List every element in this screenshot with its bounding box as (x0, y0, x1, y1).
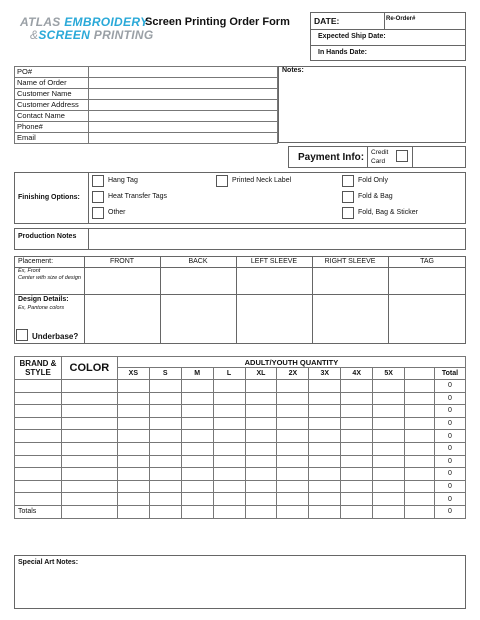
quantity-cell[interactable] (373, 392, 405, 405)
quantity-cell[interactable] (149, 405, 181, 418)
table-row (15, 417, 466, 430)
fold-only-checkbox[interactable] (342, 175, 354, 187)
info-field-value[interactable] (89, 89, 278, 100)
credit-card-checkbox[interactable] (396, 150, 408, 162)
row-total: 0 (434, 380, 465, 393)
quantity-cell[interactable] (15, 380, 62, 393)
info-field-value[interactable] (89, 133, 278, 144)
quantity-cell[interactable] (181, 380, 213, 393)
quantity-cell[interactable] (245, 493, 277, 506)
quantity-cell[interactable] (341, 442, 373, 455)
logo-embroidery: EMBROIDERY (64, 15, 149, 29)
quantity-cell[interactable] (181, 468, 213, 481)
quantity-cell[interactable] (117, 380, 149, 393)
quantity-cell[interactable] (149, 493, 181, 506)
quantity-cell[interactable] (373, 380, 405, 393)
quantity-cell[interactable] (15, 417, 62, 430)
quantity-cell[interactable] (181, 442, 213, 455)
quantity-cell[interactable] (373, 493, 405, 506)
quantity-cell[interactable] (61, 480, 117, 493)
quantity-cell[interactable] (149, 480, 181, 493)
quantity-cell[interactable] (341, 405, 373, 418)
quantity-cell[interactable] (15, 405, 62, 418)
quantity-cell[interactable] (405, 430, 435, 443)
logo-ampersand: & (30, 28, 39, 42)
hang-tag-label: Hang Tag (108, 177, 138, 184)
info-field-label: Customer Name (15, 89, 89, 100)
quantity-cell[interactable] (61, 392, 117, 405)
quantity-cell[interactable] (117, 417, 149, 430)
info-field-value[interactable] (89, 111, 278, 122)
size-header: 5X (373, 368, 405, 380)
quantity-cell[interactable] (405, 380, 435, 393)
quantity-cell[interactable] (117, 430, 149, 443)
design-details-hint: Ex, Pantone colors (18, 305, 65, 311)
col-front: FRONT (109, 258, 135, 265)
quantity-cell[interactable] (309, 392, 341, 405)
row-total: 0 (434, 405, 465, 418)
special-art-notes-box[interactable] (14, 555, 466, 609)
quantity-cell[interactable] (213, 417, 245, 430)
quantity-cell[interactable] (149, 430, 181, 443)
quantity-cell[interactable] (181, 417, 213, 430)
quantity-cell[interactable] (61, 380, 117, 393)
quantity-cell[interactable] (277, 380, 309, 393)
size-header: XL (245, 368, 277, 380)
totals-cell[interactable] (277, 505, 309, 518)
quantity-cell[interactable] (341, 455, 373, 468)
table-row (15, 392, 466, 405)
table-row (15, 380, 466, 393)
production-notes-field[interactable] (89, 229, 465, 249)
quantity-cell[interactable] (61, 417, 117, 430)
col-left-sleeve: LEFT SLEEVE (250, 258, 298, 265)
quantity-cell[interactable] (15, 455, 62, 468)
fold-bag-checkbox[interactable] (342, 191, 354, 203)
quantity-cell[interactable] (373, 442, 405, 455)
row-total: 0 (434, 417, 465, 430)
date-label: DATE: (314, 16, 340, 26)
quantity-cell[interactable] (213, 468, 245, 481)
reorder-label: Re-Order# (386, 16, 416, 22)
neck-label-label: Printed Neck Label (232, 177, 292, 184)
col-back: BACK (188, 258, 208, 265)
quantity-cell[interactable] (245, 455, 277, 468)
quantity-cell[interactable] (149, 455, 181, 468)
quantity-cell[interactable] (277, 442, 309, 455)
totals-cell[interactable] (245, 505, 277, 518)
quantity-cell[interactable] (277, 480, 309, 493)
quantity-cell[interactable] (341, 380, 373, 393)
quantity-cell[interactable] (213, 480, 245, 493)
info-row (15, 133, 278, 144)
quantity-cell[interactable] (309, 468, 341, 481)
row-total: 0 (434, 455, 465, 468)
quantity-cell[interactable] (61, 455, 117, 468)
fold-bag-sticker-label: Fold, Bag & Sticker (358, 209, 418, 216)
quantity-cell[interactable] (213, 405, 245, 418)
totals-cell[interactable] (149, 505, 181, 518)
quantity-cell[interactable] (309, 430, 341, 443)
quantity-cell[interactable] (277, 468, 309, 481)
quantity-cell[interactable] (245, 480, 277, 493)
quantity-cell[interactable] (373, 417, 405, 430)
placement-hint: Ex, Front Center with size of design (18, 268, 81, 281)
quantity-cell[interactable] (277, 405, 309, 418)
quantity-cell[interactable] (117, 468, 149, 481)
info-row (15, 122, 278, 133)
quantity-cell[interactable] (213, 455, 245, 468)
underbase-label: Underbase? (32, 332, 79, 341)
size-header: 3X (309, 368, 341, 380)
quantity-cell[interactable] (245, 405, 277, 418)
info-field-label: Name of Order (15, 78, 89, 89)
quantity-cell[interactable] (117, 392, 149, 405)
size-header: M (181, 368, 213, 380)
form-title: Screen Printing Order Form (145, 16, 290, 28)
quantity-cell[interactable] (213, 430, 245, 443)
quantity-cell[interactable] (149, 392, 181, 405)
quantity-cell[interactable] (245, 430, 277, 443)
info-row (15, 100, 278, 111)
quantity-cell[interactable] (149, 417, 181, 430)
totals-cell[interactable] (181, 505, 213, 518)
quantity-cell[interactable] (213, 493, 245, 506)
info-row (15, 78, 278, 89)
totals-row (15, 505, 466, 518)
info-field-label: Phone# (15, 122, 89, 133)
neck-label-checkbox[interactable] (216, 175, 228, 187)
info-field-value[interactable] (89, 78, 278, 89)
quantity-cell[interactable] (341, 392, 373, 405)
info-field-value[interactable] (89, 67, 278, 78)
heat-transfer-label: Heat Transfer Tags (108, 193, 168, 200)
info-row (15, 89, 278, 100)
design-details-label: Design Details: (18, 296, 69, 303)
quantity-cell[interactable] (245, 442, 277, 455)
quantity-cell[interactable] (341, 493, 373, 506)
info-field-label: PO# (15, 67, 89, 78)
quantity-cell[interactable] (373, 430, 405, 443)
quantity-cell[interactable] (117, 493, 149, 506)
quantity-cell[interactable] (117, 405, 149, 418)
quantity-cell[interactable] (181, 405, 213, 418)
other-label: Other (108, 209, 126, 216)
info-field-label: Email (15, 133, 89, 144)
quantity-cell[interactable] (277, 493, 309, 506)
table-row (15, 480, 466, 493)
quantity-header-row (15, 357, 466, 368)
notes-label: Notes: (282, 67, 304, 74)
underbase-checkbox[interactable] (16, 329, 28, 341)
col-right-sleeve: RIGHT SLEEVE (324, 258, 376, 265)
totals-cell[interactable] (341, 505, 373, 518)
table-row (15, 493, 466, 506)
quantity-cell[interactable] (61, 493, 117, 506)
table-row (15, 455, 466, 468)
size-header: 2X (277, 368, 309, 380)
fold-bag-sticker-checkbox[interactable] (342, 207, 354, 219)
size-header: L (213, 368, 245, 380)
quantity-cell[interactable] (341, 430, 373, 443)
finishing-label: Finishing Options: (18, 194, 80, 201)
quantity-cell[interactable] (213, 442, 245, 455)
color-header: COLOR (61, 357, 117, 380)
quantity-cell[interactable] (309, 380, 341, 393)
info-field-label: Contact Name (15, 111, 89, 122)
quantity-cell[interactable] (245, 468, 277, 481)
quantity-cell[interactable] (181, 392, 213, 405)
logo-screen: SCREEN (38, 28, 91, 42)
table-row (15, 442, 466, 455)
heat-transfer-checkbox[interactable] (92, 191, 104, 203)
quantity-cell[interactable] (15, 468, 62, 481)
quantity-cell[interactable] (181, 430, 213, 443)
quantity-cell[interactable] (309, 442, 341, 455)
quantity-cell[interactable] (341, 417, 373, 430)
quantity-cell[interactable] (373, 455, 405, 468)
quantity-cell[interactable] (309, 405, 341, 418)
quantity-cell[interactable] (15, 493, 62, 506)
grand-total: 0 (434, 505, 465, 518)
special-art-notes-label: Special Art Notes: (18, 559, 79, 566)
quantity-cell[interactable] (245, 380, 277, 393)
quantity-cell[interactable] (149, 442, 181, 455)
quantity-cell[interactable] (277, 392, 309, 405)
quantity-cell[interactable] (117, 480, 149, 493)
quantity-cell[interactable] (309, 455, 341, 468)
production-notes-label: Production Notes (18, 233, 77, 240)
row-total: 0 (434, 430, 465, 443)
info-field-value[interactable] (89, 100, 278, 111)
logo-line-1 (20, 15, 148, 29)
payment-label: Payment Info: (298, 152, 365, 163)
quantity-cell[interactable] (309, 493, 341, 506)
quantity-cell[interactable] (373, 480, 405, 493)
credit-card-label (371, 148, 388, 166)
quantity-cell[interactable] (405, 468, 435, 481)
size-header (405, 368, 435, 380)
order-info-table (14, 66, 278, 144)
quantity-cell[interactable] (181, 480, 213, 493)
totals-cell[interactable] (373, 505, 405, 518)
total-header: Total (434, 368, 465, 380)
info-field-label: Customer Address (15, 100, 89, 111)
row-total: 0 (434, 480, 465, 493)
quantity-cell[interactable] (181, 493, 213, 506)
quantity-cell[interactable] (405, 493, 435, 506)
totals-label: Totals (15, 505, 62, 518)
logo-atlas: ATLAS (20, 15, 61, 29)
quantity-cell[interactable] (405, 442, 435, 455)
quantity-cell[interactable] (15, 442, 62, 455)
info-row (15, 111, 278, 122)
row-total: 0 (434, 392, 465, 405)
logo-printing: PRINTING (93, 28, 154, 42)
quantity-group-header: ADULT/YOUTH QUANTITY (117, 357, 465, 368)
quantity-cell[interactable] (405, 392, 435, 405)
row-total: 0 (434, 442, 465, 455)
fold-only-label: Fold Only (358, 177, 388, 184)
hang-tag-checkbox[interactable] (92, 175, 104, 187)
quantity-cell[interactable] (405, 480, 435, 493)
credit-line-2: Card (371, 158, 386, 165)
expected-ship-label: Expected Ship Date: (318, 33, 386, 40)
quantity-cell[interactable] (61, 405, 117, 418)
quantity-cell[interactable] (181, 455, 213, 468)
row-total: 0 (434, 468, 465, 481)
quantity-cell[interactable] (309, 480, 341, 493)
info-field-value[interactable] (89, 122, 278, 133)
table-row (15, 405, 466, 418)
quantity-cell[interactable] (15, 392, 62, 405)
totals-cell[interactable] (309, 505, 341, 518)
quantity-cell[interactable] (149, 468, 181, 481)
totals-cell[interactable] (213, 505, 245, 518)
quantity-cell[interactable] (117, 442, 149, 455)
quantity-cell[interactable] (277, 455, 309, 468)
quantity-cell[interactable] (15, 480, 62, 493)
col-tag: TAG (420, 258, 434, 265)
quantity-cell[interactable] (245, 392, 277, 405)
quantity-cell[interactable] (213, 392, 245, 405)
totals-cell[interactable] (405, 505, 435, 518)
quantity-cell[interactable] (117, 455, 149, 468)
quantity-table (14, 356, 466, 519)
quantity-cell[interactable] (341, 480, 373, 493)
brand-style-header: BRAND & STYLE (15, 357, 62, 380)
quantity-cell[interactable] (149, 380, 181, 393)
size-header: S (149, 368, 181, 380)
info-row (15, 67, 278, 78)
quantity-cell[interactable] (405, 405, 435, 418)
row-total: 0 (434, 493, 465, 506)
size-header: 4X (341, 368, 373, 380)
quantity-cell[interactable] (373, 405, 405, 418)
notes-box[interactable] (278, 66, 466, 143)
logo-line-2 (30, 28, 154, 42)
other-checkbox[interactable] (92, 207, 104, 219)
quantity-cell[interactable] (309, 417, 341, 430)
quantity-cell[interactable] (277, 430, 309, 443)
table-row (15, 430, 466, 443)
credit-line-1: Credit (371, 149, 389, 156)
quantity-cell[interactable] (405, 417, 435, 430)
quantity-cell[interactable] (405, 455, 435, 468)
quantity-cell[interactable] (245, 417, 277, 430)
in-hands-label: In Hands Date: (318, 49, 368, 56)
table-row (15, 468, 466, 481)
quantity-cell[interactable] (61, 442, 117, 455)
quantity-cell[interactable] (213, 380, 245, 393)
size-header: XS (117, 368, 149, 380)
quantity-cell[interactable] (341, 468, 373, 481)
placement-label: Placement: (18, 258, 54, 265)
quantity-cell[interactable] (15, 430, 62, 443)
totals-cell[interactable] (117, 505, 149, 518)
fold-bag-label: Fold & Bag (358, 193, 393, 200)
quantity-cell[interactable] (61, 430, 117, 443)
quantity-cell[interactable] (61, 468, 117, 481)
quantity-cell[interactable] (373, 468, 405, 481)
quantity-cell[interactable] (277, 417, 309, 430)
totals-cell[interactable] (61, 505, 117, 518)
